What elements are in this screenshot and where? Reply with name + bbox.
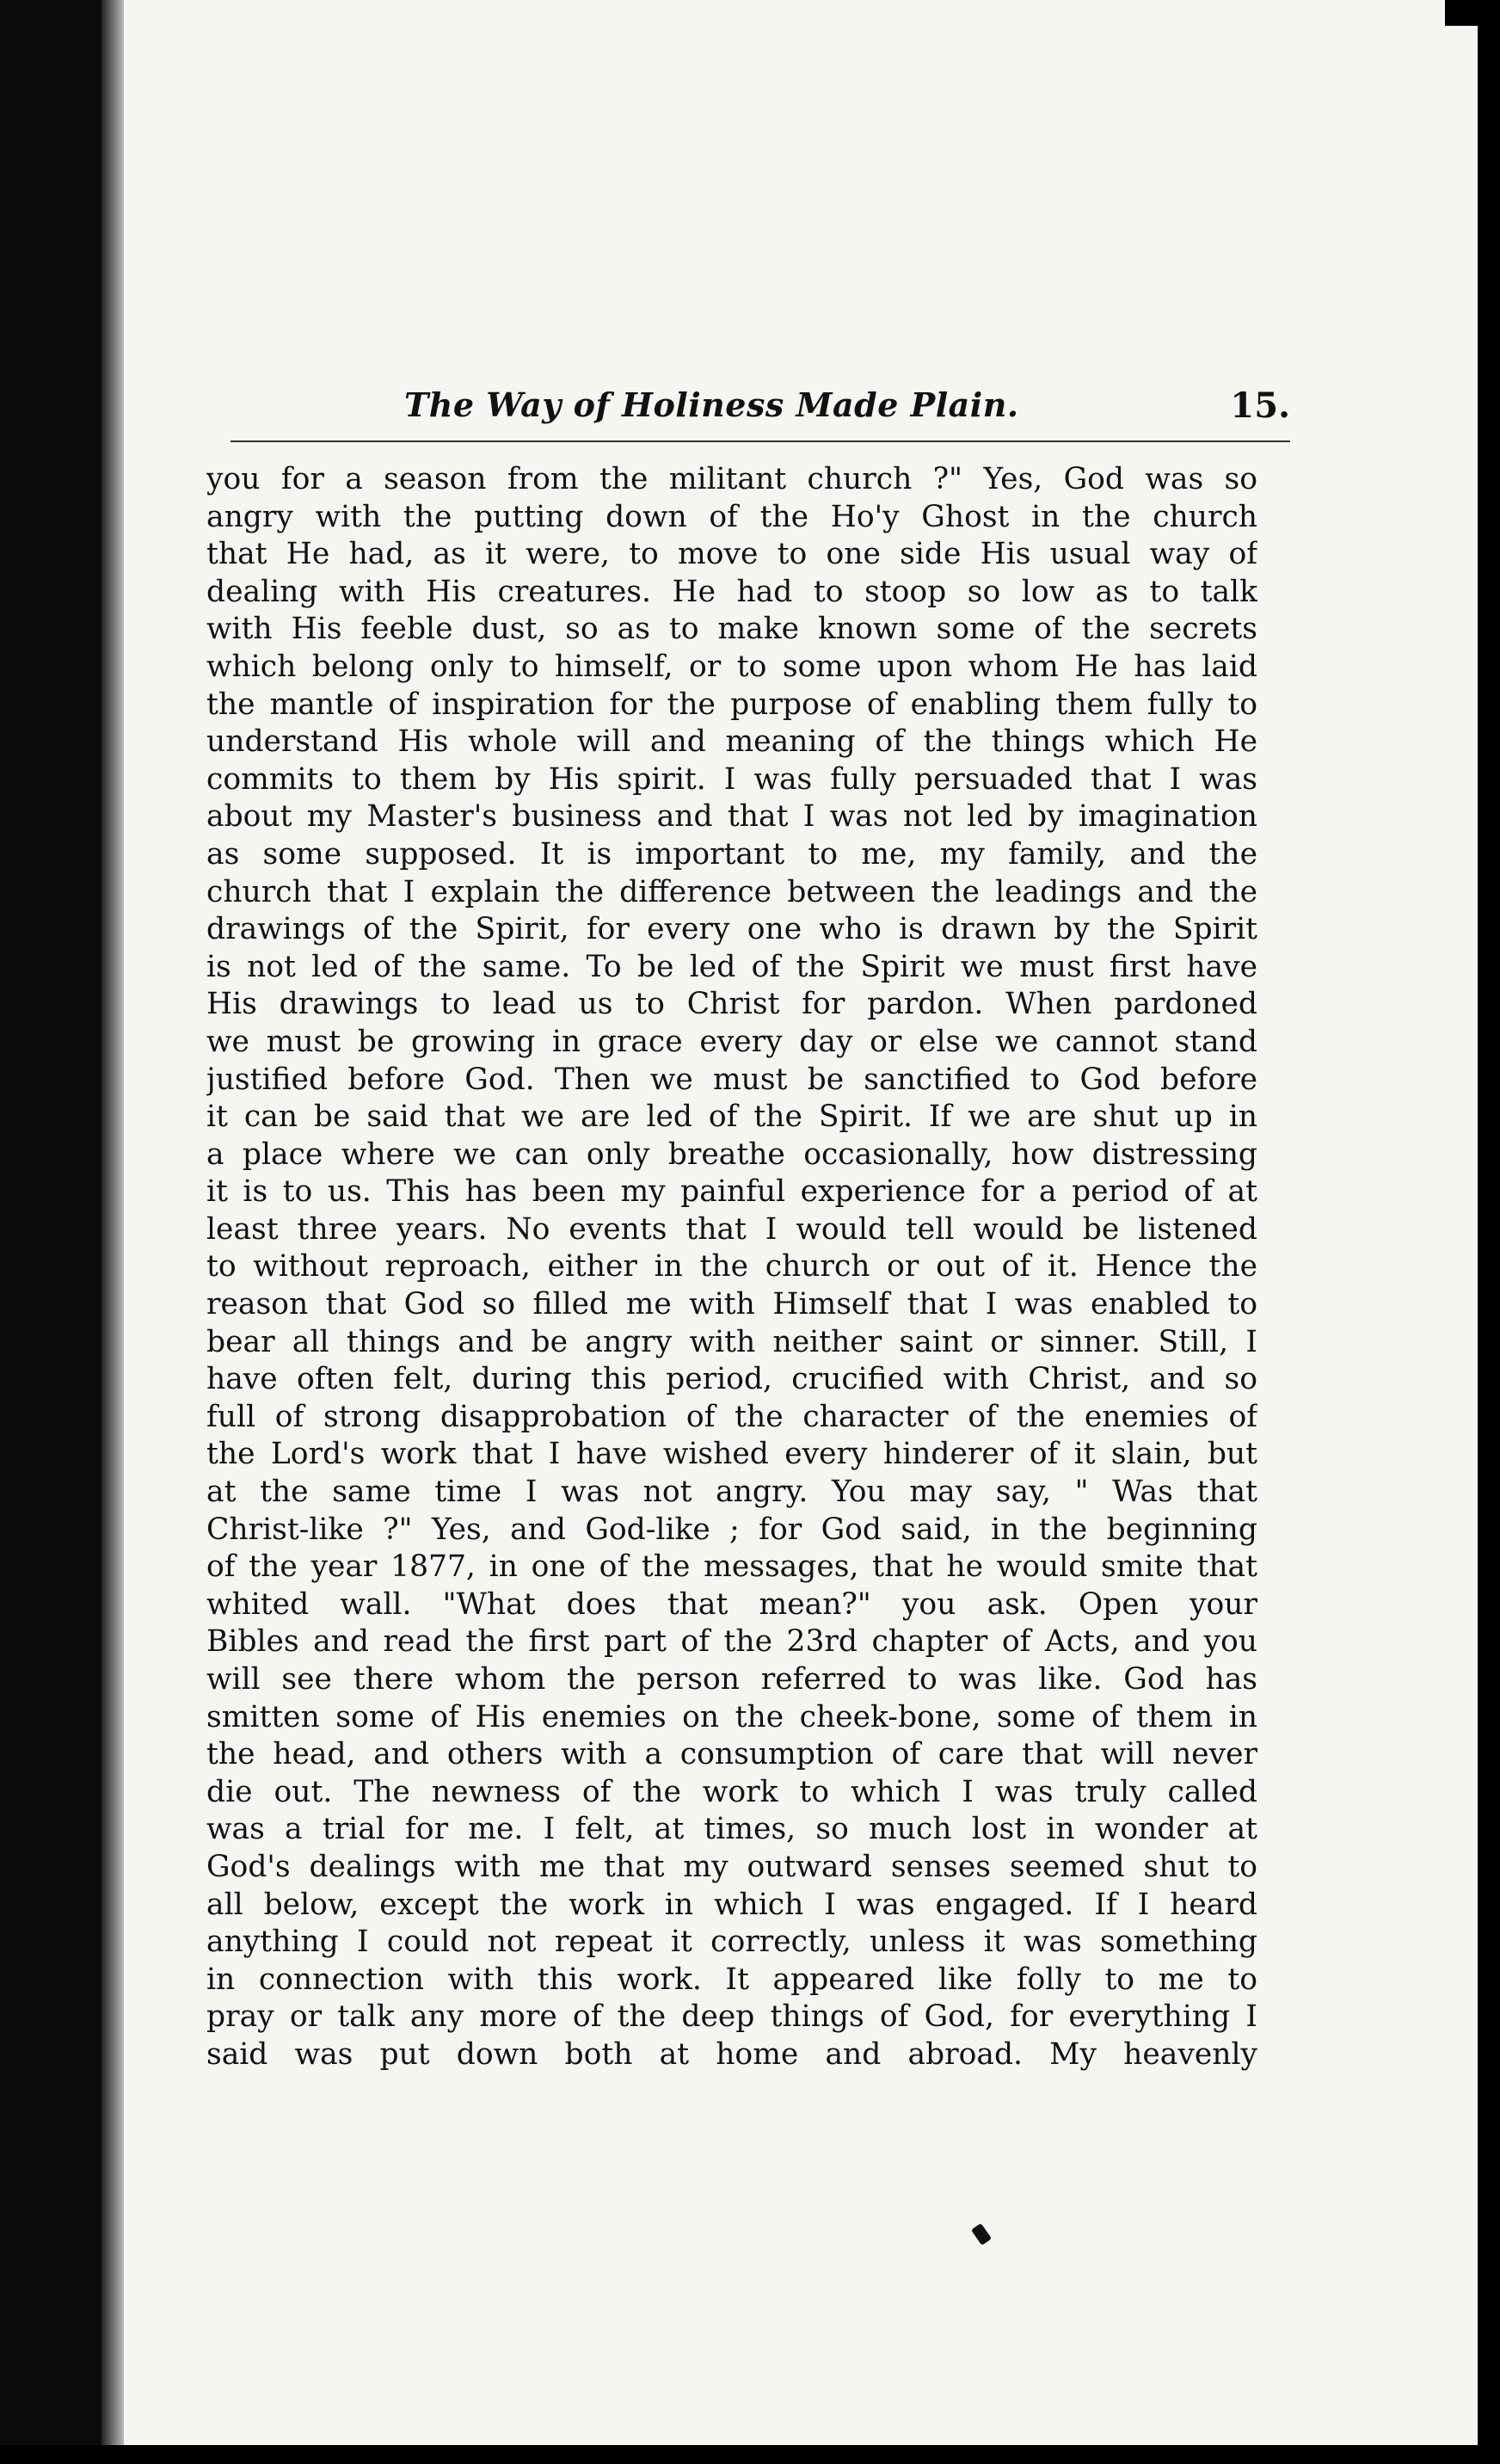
text-line: will see there whom the person referred to was like. God has [206, 1662, 1257, 1697]
text-line: the Lord's work that I have wished every hinderer of it slain, but [206, 1437, 1257, 1472]
text-line: church that I explain the difference between the leadings and the [206, 874, 1257, 909]
text-line: in connection with this work. It appeared like folly to me to [206, 1962, 1257, 1997]
text-line: to without reproach, either in the church or out of it. Hence the [206, 1249, 1257, 1284]
text-line: at the same time I was not angry. You may say, " Was that [206, 1475, 1257, 1510]
text-line: full of strong disapprobation of the character of the enemies of [206, 1399, 1257, 1434]
running-title: The Way of Holiness Made Plain. [404, 385, 1019, 424]
text-line: you for a season from the militant church ?" Yes, God was so [206, 462, 1257, 496]
text-line: which belong only to himself, or to some upon whom He has laid [206, 649, 1257, 684]
text-line: the mantle of inspiration for the purpose of enabling them fully to [206, 687, 1257, 722]
text-line: angry with the putting down of the Ho'y Ghost in the church [206, 499, 1257, 534]
text-line: Bibles and read the first part of the 23rd chapter of Acts, and you [206, 1624, 1257, 1660]
text-line: of the year 1877, in one of the messages, that he would smite that [206, 1549, 1257, 1585]
text-line: all below, except the work in which I was engaged. If I heard [206, 1887, 1257, 1922]
text-line: we must be growing in grace every day or else we cannot stand [206, 1024, 1257, 1059]
text-line: whited wall. "What does that mean?" you ask. Open your [206, 1586, 1257, 1622]
text-line: that He had, as it were, to move to one side His usual way of [206, 537, 1257, 572]
text-line: a place where we can only breathe occasionally, how distressing [206, 1137, 1257, 1172]
header-rule [231, 440, 1290, 442]
text-line: His drawings to lead us to Christ for pardon. When pardoned [206, 987, 1257, 1022]
text-line: die out. The newness of the work to which I was truly called [206, 1774, 1257, 1809]
text-line: least three years. No events that I would tell would be listened [206, 1211, 1257, 1247]
text-line: anything I could not repeat it correctly, unless it was something [206, 1925, 1257, 1960]
text-line: justified before God. Then we must be sanctified to God before [206, 1062, 1257, 1097]
text-line: the head, and others with a consumption of care that will never [206, 1737, 1257, 1772]
scan-corner-mark [1445, 0, 1478, 26]
text-line: Christ-like ?" Yes, and God-like ; for God said, in the beginning [206, 1512, 1257, 1547]
text-line: bear all things and be angry with neither saint or sinner. Still, I [206, 1324, 1257, 1359]
body-text [206, 461, 1257, 2074]
text-line: about my Master's business and that I was not led by imagination [206, 799, 1257, 835]
text-line: drawings of the Spirit, for every one who is drawn by the Spirit [206, 912, 1257, 947]
text-line: pray or talk any more of the deep things of God, for everything I [206, 1999, 1257, 2035]
text-line: understand His whole will and meaning of the things which He [206, 724, 1257, 760]
text-line: it can be said that we are led of the Spirit. If we are shut up in [206, 1100, 1257, 1135]
text-line: said was put down both at home and abroad. My heavenly [206, 2036, 1257, 2072]
text-line: as some supposed. It is important to me, my family, and the [206, 836, 1257, 872]
text-line: commits to them by His spirit. I was fully persuaded that I was [206, 761, 1257, 797]
text-line: God's dealings with me that my outward senses seemed shut to [206, 1849, 1257, 1884]
text-line: smitten some of His enemies on the cheek-bone, some of them in [206, 1699, 1257, 1734]
text-line: was a trial for me. I felt, at times, so much lost in wonder at [206, 1812, 1257, 1847]
running-head [232, 385, 1290, 442]
text-line: have often felt, during this period, crucified with Christ, and so [206, 1362, 1257, 1397]
scan-border-right [1478, 0, 1500, 2464]
page-number: 15. [1230, 385, 1290, 426]
text-line: reason that God so filled me with Himself that I was enabled to [206, 1287, 1257, 1322]
scan-border-bottom [0, 2445, 1500, 2464]
text-line: dealing with His creatures. He had to stoop so low as to talk [206, 574, 1257, 609]
text-line: is not led of the same. To be led of the Spirit we must first have [206, 949, 1257, 984]
text-line: with His feeble dust, so as to make known some of the secrets [206, 612, 1257, 647]
text-line: it is to us. This has been my painful experience for a period of at [206, 1174, 1257, 1210]
binding-gutter [101, 0, 124, 2464]
